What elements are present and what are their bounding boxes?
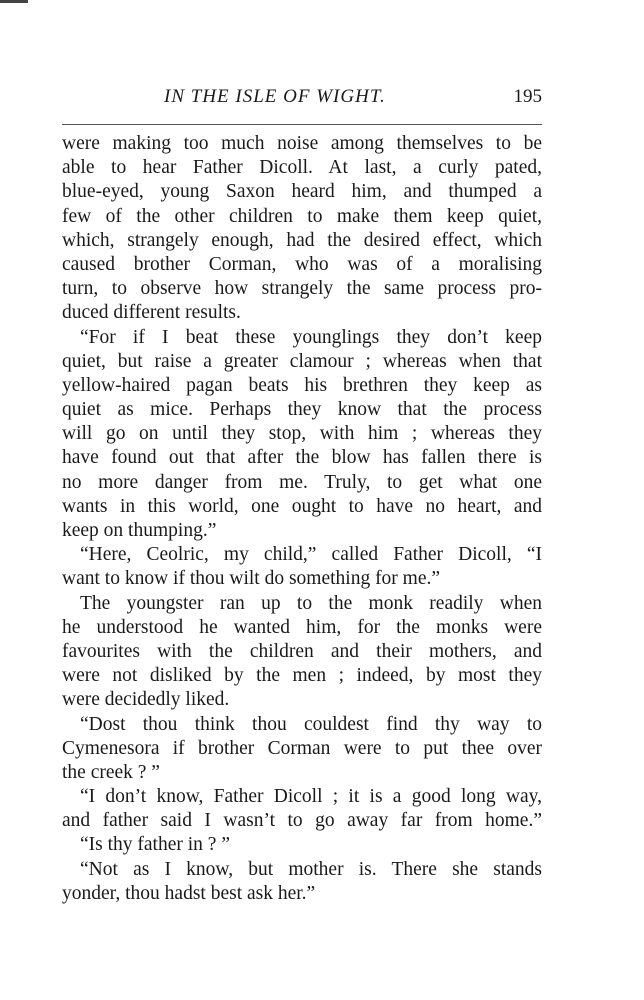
- text-line: wants in this world, one ought to have no heart, and: [62, 495, 542, 517]
- text-line: were making too much noise among themselves to be: [62, 133, 542, 154]
- text-line: “Here, Ceolric, my child,” called Father Dicoll, “I: [80, 544, 542, 566]
- header-rule: [62, 124, 542, 125]
- text-line: he understood he wanted him, for the monks were: [62, 616, 542, 638]
- text-line: were not disliked by the men ; indeed, by most they: [62, 665, 542, 687]
- text-line: “Not as I know, but mother is. There she stands: [80, 858, 542, 880]
- text-line: Cymenesora if brother Corman were to put thee over: [62, 737, 542, 759]
- text-line: “Dost thou think thou couldest find thy way to: [80, 713, 542, 735]
- text-line: turn, to observe how strangely the same process pro-: [62, 278, 542, 300]
- running-title: IN THE ISLE OF WIGHT.: [164, 86, 386, 107]
- text-line: quiet as mice. Perhaps they know that the process: [62, 399, 542, 421]
- text-line: yellow-haired pagan beats his brethren they keep as: [62, 374, 542, 396]
- text-line: and father said I wasn’t to go away far from home.”: [62, 810, 542, 832]
- text-line: “For if I beat these younglings they don’t keep: [80, 326, 542, 348]
- text-line: yonder, thou hadst best ask her.”: [62, 882, 316, 904]
- text-line: few of the other children to make them keep quiet,: [62, 205, 542, 227]
- text-line: favourites with the children and their mothers, and: [62, 640, 542, 662]
- text-line: the creek ? ”: [62, 761, 160, 783]
- text-line: no more danger from me. Truly, to get what one: [62, 471, 542, 493]
- page-edge-mark: [0, 0, 28, 3]
- text-line: duced different results.: [62, 302, 241, 324]
- text-line: were decidedly liked.: [62, 689, 230, 711]
- text-line: caused brother Corman, who was of a moralising: [62, 253, 542, 275]
- text-line: which, strangely enough, had the desired effect, which: [62, 229, 542, 251]
- text-line: “I don’t know, Father Dicoll ; it is a good long way,: [80, 786, 542, 808]
- text-line: want to know if thou wilt do something for me.”: [62, 568, 441, 590]
- text-line: blue-eyed, young Saxon heard him, and thumped a: [62, 181, 542, 203]
- text-line: keep on thumping.”: [62, 520, 217, 541]
- text-line: quiet, but raise a greater clamour ; whereas when that: [62, 350, 542, 372]
- text-line: able to hear Father Dicoll. At last, a curly pated,: [62, 157, 542, 179]
- text-line: The youngster ran up to the monk readily when: [80, 592, 542, 614]
- text-line: will go on until they stop, with him ; whereas they: [62, 423, 542, 445]
- page-number: 195: [513, 86, 542, 107]
- text-line: “Is thy father in ? ”: [80, 834, 230, 856]
- page-body: [62, 132, 542, 906]
- running-head: [62, 86, 542, 116]
- text-line: have found out that after the blow has fallen there is: [62, 447, 542, 469]
